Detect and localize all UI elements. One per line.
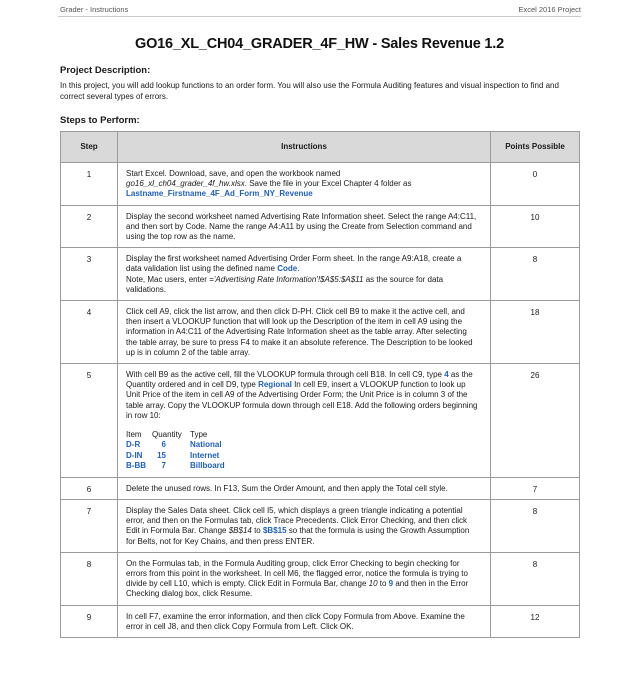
step-text: Note, Mac users, enter [126,274,210,284]
table-row-step-8 [61,552,580,605]
project-description-heading: Project Description: [60,65,151,76]
step-instructions: In cell F7, examine the error information, and then click Copy Formula from Above. Examine the error in cell J8, and then click Copy Formula from Left. Click OK. [118,605,491,637]
step-text: so that the formula is using the Growth Assumption for Belts, not for Key Chains, and then press ENTER. [126,526,470,546]
step-number: 1 [61,163,118,206]
orders-header-item: Item [126,430,142,440]
step-instructions [118,248,491,301]
table-row-step-5 [61,364,580,478]
table-row-step-6 [61,477,580,499]
step-number: 4 [61,301,118,364]
step-number: 2 [61,205,118,248]
step-instructions: Display the second worksheet named Advertising Rate Information sheet. Select the range A4:C11, and then sort by Code. Name the range A4:A11 by using the Create from Selection command and using the top row as the name. [118,205,491,248]
step-instructions [118,499,491,552]
list-item [126,461,478,471]
step-number: 6 [61,477,118,499]
step-points: 10 [491,205,580,248]
steps-table [60,131,580,638]
list-item [126,440,478,450]
step-text: Start Excel. Download, save, and open the workbook named [126,169,341,178]
order-type: National [190,440,222,450]
list-item [126,451,478,461]
step-text: as the Quantity ordered and in cell D9, type [126,370,473,390]
step-text: . [297,264,300,274]
order-item: B-BB [126,461,146,471]
table-row-step-4 [61,301,580,364]
order-item: D-R [126,440,141,450]
order-quantity: 6 [161,440,166,450]
old-value: 10 [368,579,378,589]
new-value: 9 [388,579,394,589]
col-header-step: Step [61,132,118,163]
page-header [58,2,581,17]
table-row-step-1 [61,163,580,206]
order-type: Internet [190,450,220,460]
step-instructions: Delete the unused rows. In F13, Sum the Order Amount, and then apply the Total cell style. [118,477,491,499]
order-quantity: 7 [161,461,166,471]
defined-name-code: Code [277,264,298,274]
save-as-filename: Lastname_Firstname_4F_Ad_Form_NY_Revenue [126,189,313,199]
quantity-value: 4 [444,370,449,380]
step-number: 5 [61,364,118,478]
old-reference: $B$14 [228,526,252,536]
step-text: With cell B9 as the active cell, fill the VLOOKUP formula through cell B18. In cell C9, type [126,370,445,380]
step-points: 0 [491,163,580,206]
step-number: 3 [61,248,118,301]
step-instructions [118,364,491,478]
header-right-text: Excel 2016 Project [518,5,581,14]
step-text: In cell E9, insert a VLOOKUP function to look up Unit Price of the item in cell A9 of the Advertising Order Form; the Unit Price is in column 3 of the table array. Copy the VLOOKUP formula down through cell E18. Add the following orders beginning in row 10: [126,380,478,420]
step-text: . Save the file in your Excel Chapter 4 folder as [244,179,412,189]
step-number: 8 [61,552,118,605]
step-points: 8 [491,499,580,552]
step-points: 26 [491,364,580,478]
col-header-instructions: Instructions [118,132,491,163]
step-points: 8 [491,552,580,605]
step-points: 8 [491,248,580,301]
header-left-text: Grader - Instructions [60,5,129,14]
orders-list [126,430,478,472]
new-reference: $B$15 [262,526,287,536]
orders-header-quantity: Quantity [152,430,182,440]
table-row-step-7 [61,499,580,552]
step-instructions [118,552,491,605]
table-header-row [61,132,580,163]
step-text: Display the first worksheet named Advertising Order Form sheet. In the range A9:A18, create a data validation list using the defined name [126,254,462,274]
step-text: Display the Sales Data sheet. Click cell I5, which displays a green triangle indicating a potential error, and then on the Formulas tab, click Trace Precedents. Click Error Checking, and then click Edit in Formula Bar. Change [126,505,468,536]
step-number: 7 [61,499,118,552]
type-value: Regional [258,380,292,390]
workbook-filename: go16_xl_ch04_grader_4f_hw.xlsx [126,179,245,189]
table-row-step-3 [61,248,580,301]
step-text: and then in the Error Checking dialog box, click Resume. [126,579,469,599]
step-instructions: Click cell A9, click the list arrow, and then click D-PH. Click cell B9 to make it the active cell, and then insert a VLOOKUP function that will look up the Description of the item in cell A9 using the information in A4:C11 of the Advertising Rate Information sheet as the table array. After selecting the table array, be sure to press F4 to make it an absolute reference. The Description to be looked up is in column 2 of the table array. [118,301,491,364]
steps-heading: Steps to Perform: [60,115,140,126]
step-text: On the Formulas tab, in the Formula Auditing group, click Error Checking to begin checking for errors from this point in the worksheet. In cell M6, the flagged error, notice the formula is trying to divide by cell L10, which is empty. Click Edit in Formula Bar, change [126,558,468,589]
order-type: Billboard [190,461,225,471]
orders-header-type: Type [190,430,208,440]
step-text: to [251,526,263,536]
order-item: D-IN [126,450,143,460]
step-points: 7 [491,477,580,499]
project-description-text: In this project, you will add lookup functions to an order form. You will also use the Formula Auditing features and visual inspection to find and correct several types of errors. [60,81,559,101]
orders-list-header [126,430,478,440]
step-instructions [118,163,491,206]
table-row-step-9 [61,605,580,637]
order-quantity: 15 [157,450,166,460]
step-number: 9 [61,605,118,637]
document-title: GO16_XL_CH04_GRADER_4F_HW - Sales Revenue 1.2 [135,36,504,52]
col-header-points: Points Possible [491,132,580,163]
step-points: 12 [491,605,580,637]
step-text: to [377,579,389,589]
step-text: as the source for data validations. [126,274,444,294]
validation-source-formula: ='Advertising Rate Information'!$A$5:$A$11 [209,274,364,284]
table-row-step-2 [61,205,580,248]
step-points: 18 [491,301,580,364]
